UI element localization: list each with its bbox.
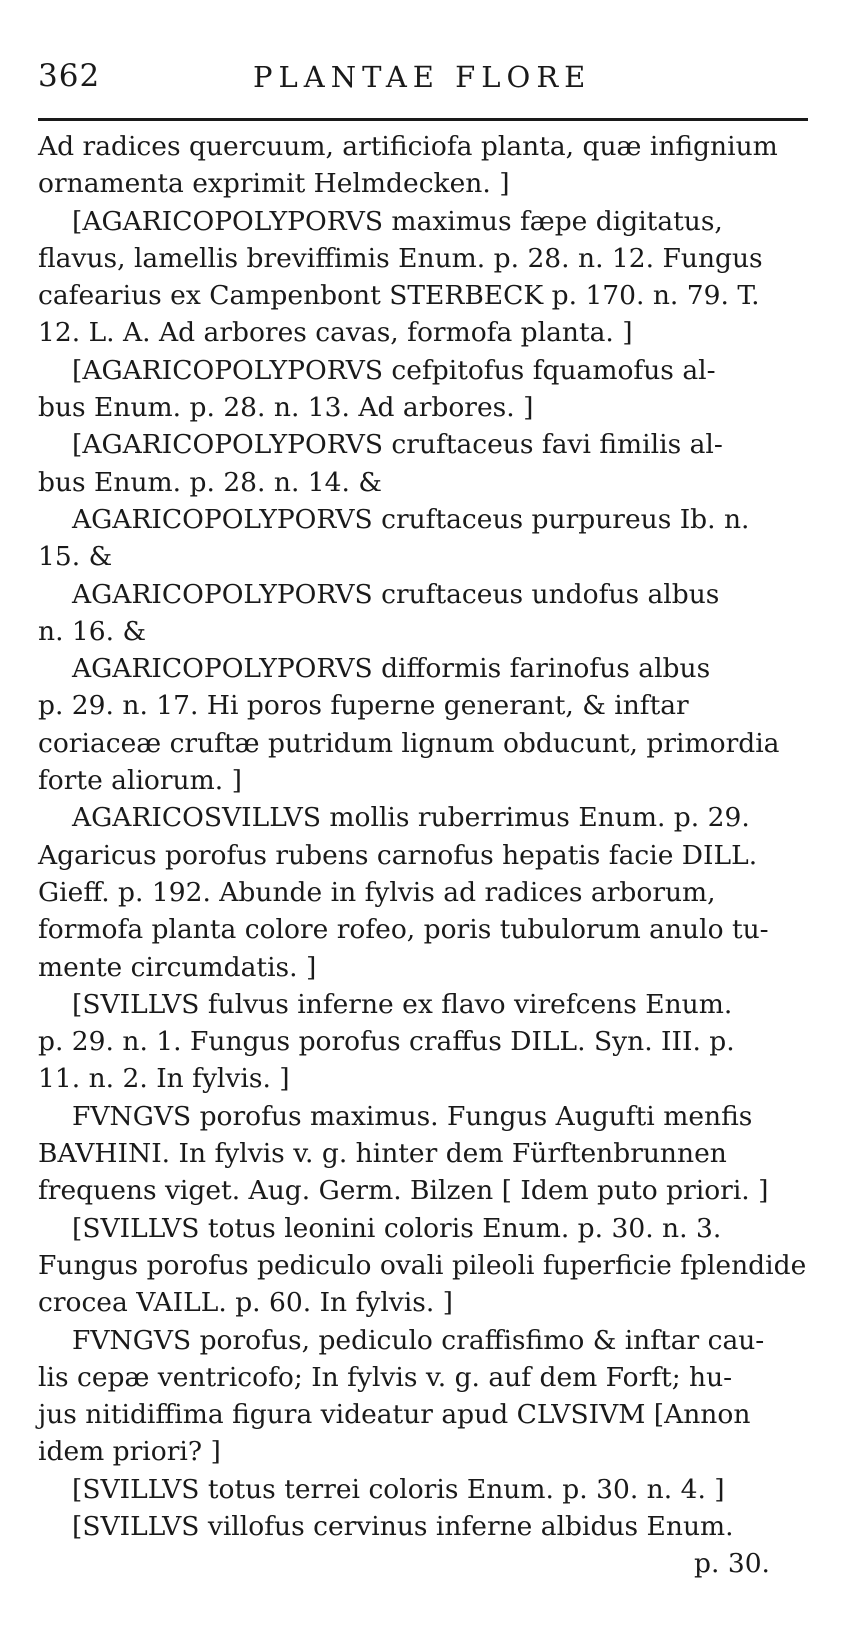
text-line: coriaceæ cruftæ putridum lignum obducunt, primordia — [38, 727, 780, 759]
text-line: Gieff. p. 192. Abunde in fylvis ad radices arborum, — [38, 876, 716, 908]
text-line: p. 29. n. 17. Hi poros fuperne generant, & inftar — [38, 690, 689, 722]
text-line: flavus, lamellis breviffimis Enum. p. 28. n. 12. Fungus — [38, 242, 763, 274]
text-line: BAVHINI. In fylvis v. g. hinter dem Fürftenbrunnen — [38, 1138, 727, 1170]
text-line: [SVILLVS villofus cervinus inferne albidus Enum. — [72, 1510, 734, 1542]
running-title: PLANTAE FLORE — [253, 60, 592, 94]
text-line: p. 30. — [694, 1548, 770, 1580]
page-header — [38, 58, 808, 104]
text-line: 15. & — [38, 541, 113, 573]
text-line: FVNGVS porofus maximus. Fungus Augufti menfis — [72, 1100, 753, 1132]
text-line: cafearius ex Campenbont STERBECK p. 170. n. 79. T. — [38, 280, 760, 312]
text-line: FVNGVS porofus, pediculo craffisfimo & inftar cau- — [72, 1324, 765, 1356]
text-line: [AGARICOPOLYPORVS cefpitofus fquamofus al- — [72, 354, 716, 386]
text-line: formofa planta colore rofeo, poris tubulorum anulo tu- — [38, 914, 769, 946]
text-line: [AGARICOPOLYPORVS maximus fæpe digitatus, — [72, 205, 723, 237]
text-line: AGARICOPOLYPORVS cruftaceus undofus albus — [72, 578, 720, 610]
text-line: [SVILLVS totus leonini coloris Enum. p. 30. n. 3. — [72, 1212, 722, 1244]
text-line: mente circumdatis. ] — [38, 951, 317, 983]
text-body — [38, 128, 810, 1583]
text-line: 11. n. 2. In fylvis. ] — [38, 1063, 290, 1095]
text-line: AGARICOSVILLVS mollis ruberrimus Enum. p. 29. — [72, 802, 750, 834]
text-line: bus Enum. p. 28. n. 14. & — [38, 466, 382, 498]
header-rule — [38, 118, 808, 121]
page-number: 362 — [38, 58, 101, 94]
text-line: lis cepæ ventricofo; In fylvis v. g. auf dem Forft; hu- — [38, 1361, 733, 1393]
text-line: Ad radices quercuum, artificiofa planta, quæ infignium — [38, 131, 778, 162]
text-line: ornamenta exprimit Helmdecken. ] — [38, 168, 510, 200]
text-line: AGARICOPOLYPORVS difformis farinofus albus — [72, 653, 711, 685]
text-line: 12. L. A. Ad arbores cavas, formofa planta. ] — [38, 317, 633, 349]
text-line: Fungus porofus pediculo ovali pileoli fuperficie fplendide — [38, 1249, 807, 1281]
text-line: p. 29. n. 1. Fungus porofus craffus DILL. Syn. III. p. — [38, 1026, 735, 1058]
text-line: AGARICOPOLYPORVS cruftaceus purpureus Ib. n. — [72, 503, 750, 535]
text-line: [SVILLVS fulvus inferne ex flavo virefcens Enum. — [72, 988, 733, 1020]
text-line: frequens viget. Aug. Germ. Bilzen [ Idem puto priori. ] — [38, 1175, 769, 1207]
text-line: [AGARICOPOLYPORVS cruftaceus favi fimilis al- — [72, 429, 723, 461]
text-line: bus Enum. p. 28. n. 13. Ad arbores. ] — [38, 392, 534, 424]
text-line: [SVILLVS totus terrei coloris Enum. p. 30. n. 4. ] — [72, 1473, 725, 1505]
text-line: crocea VAILL. p. 60. In fylvis. ] — [38, 1287, 454, 1319]
text-line: n. 16. & — [38, 615, 147, 647]
text-line: Agaricus porofus rubens carnofus hepatis facie DILL. — [38, 839, 758, 871]
text-line: forte aliorum. ] — [38, 765, 242, 797]
text-line: jus nitidiffima figura videatur apud CLVSIVM [Annon — [38, 1399, 751, 1431]
text-line: idem priori? ] — [38, 1436, 221, 1468]
